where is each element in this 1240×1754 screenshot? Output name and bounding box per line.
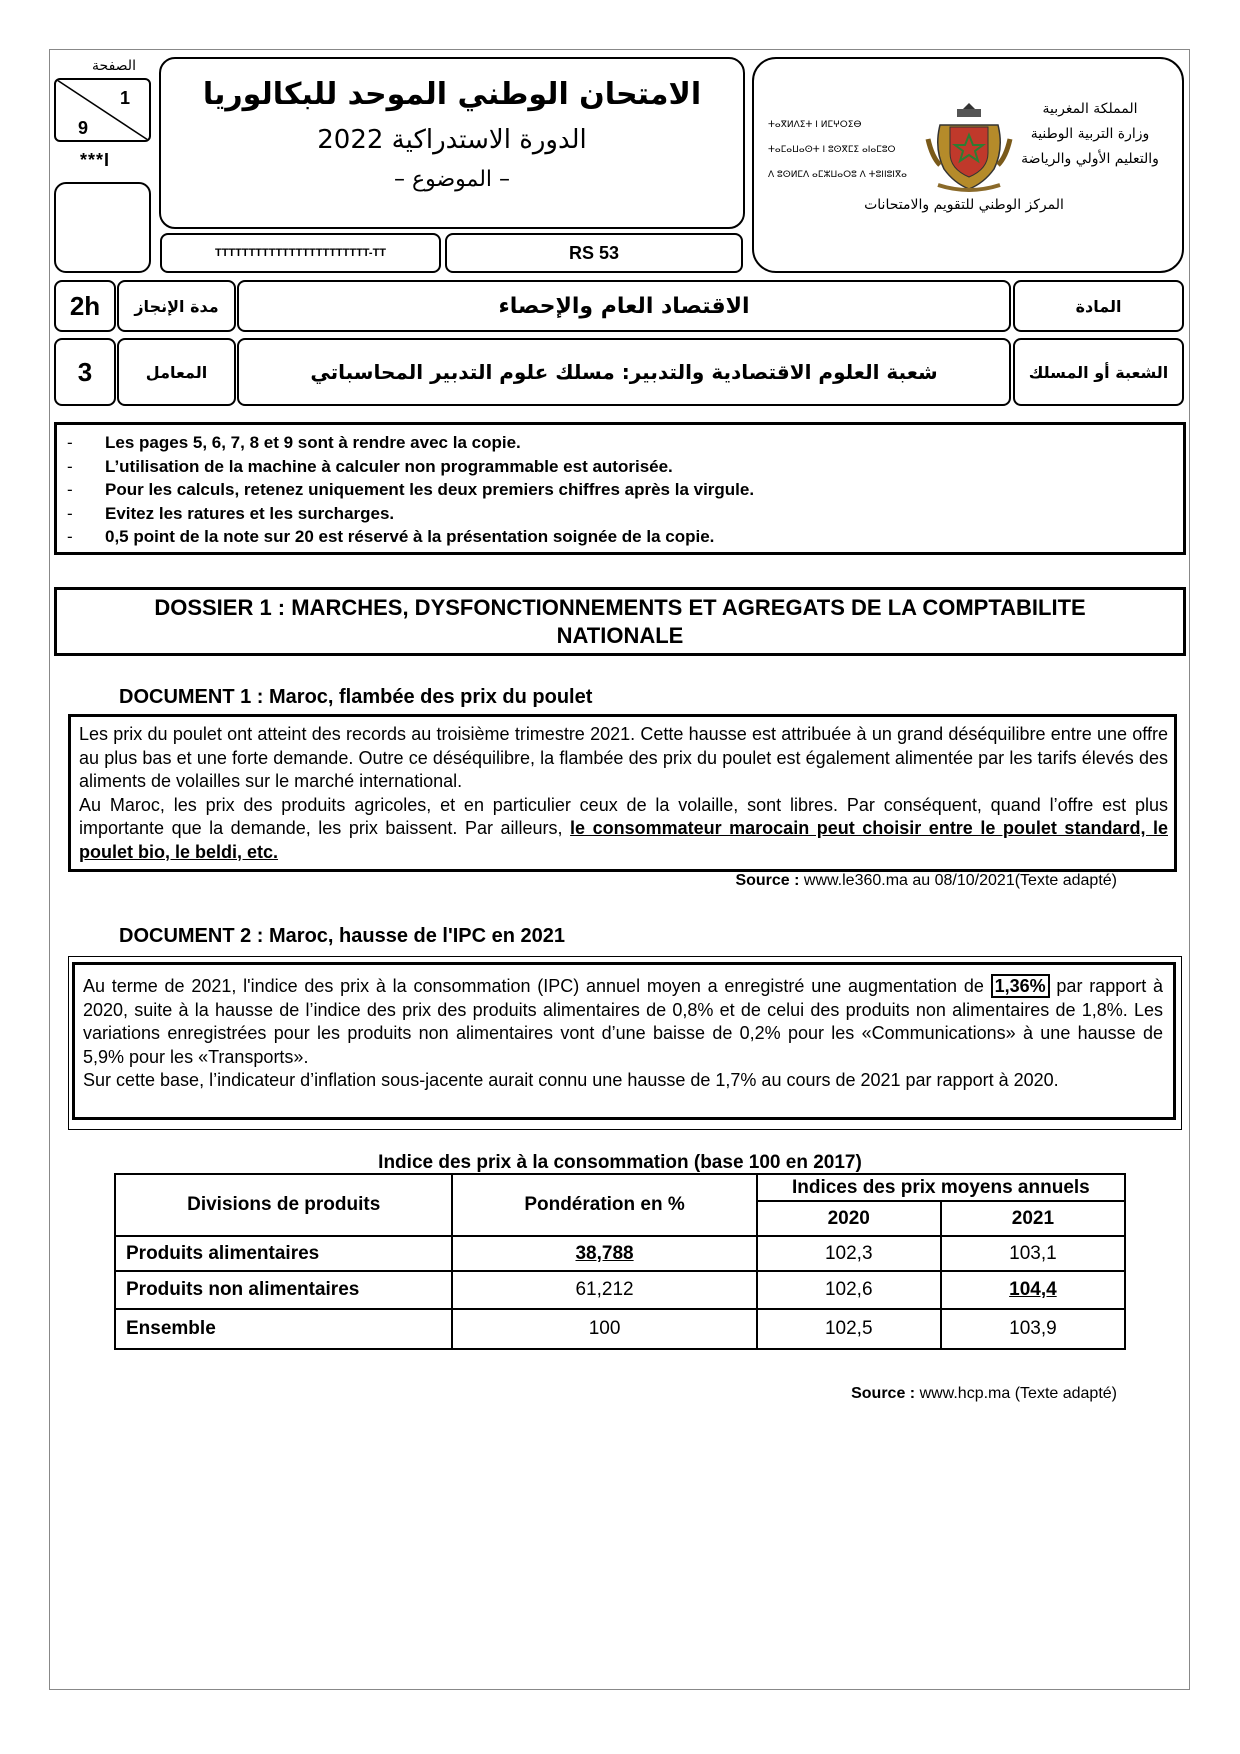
page-label: الصفحة [92, 58, 136, 74]
row-label: Produits non alimentaires [115, 1271, 452, 1309]
instruction-text: 0,5 point de la note sur 20 est réservé à la présentation soignée de la copie. [105, 527, 715, 546]
bullet: - [67, 503, 73, 523]
row-2020: 102,3 [757, 1236, 941, 1271]
row-2021: 104,4 [941, 1271, 1125, 1309]
ministry-line-1: المملكة المغربية [1042, 101, 1138, 117]
ministry-tifinagh [768, 113, 918, 188]
doc2-outer-box [68, 956, 1182, 1130]
coef-value: 3 [54, 338, 116, 406]
ministry-line-4: المركز الوطني للتقويم والامتحانات [864, 197, 1064, 213]
coef-label: المعامل [117, 338, 236, 406]
source-label: Source : [735, 872, 800, 889]
bullet: - [67, 456, 73, 476]
col-indices: Indices des prix moyens annuels [757, 1174, 1125, 1201]
subject-value: الاقتصاد العام والإحصاء [237, 280, 1011, 332]
exam-title: الامتحان الوطني الموحد للبكالوريا [202, 77, 702, 112]
table-row [115, 1236, 1125, 1271]
source-label: Source : [851, 1385, 916, 1402]
row-weight: 100 [452, 1309, 756, 1349]
instruction-text: Pour les calculs, retenez uniquement les deux premiers chiffres après la virgule. [105, 480, 755, 499]
doc1-box [68, 714, 1177, 872]
blank-box [54, 182, 151, 273]
doc1-p2-emphasis: le consommateur marocain peut choisir entre le poulet standard, le poulet bio, le beldi, etc. [79, 818, 1168, 862]
row-weight: 61,212 [452, 1271, 756, 1309]
doc2-title: DOCUMENT 2 : Maroc, hausse de l'IPC en 2021 [119, 925, 565, 947]
doc2-p1-start: Au terme de 2021, l'indice des prix à la consommation (IPC) annuel moyen a enregistré une augmentation de [83, 976, 991, 996]
instructions-box [54, 422, 1186, 555]
bullet: - [67, 480, 73, 499]
subject-field-label: المادة [1013, 280, 1184, 332]
page-current: 1 [120, 88, 131, 108]
ministry-box [752, 57, 1184, 273]
doc2-paragraph-1 [83, 975, 1163, 1069]
code-box-right: RS 53 [445, 233, 743, 273]
doc1-text [79, 723, 1168, 864]
page-total: 9 [78, 118, 89, 138]
doc2-p1-end: par rapport à 2020, suite à la hausse de l’indice des prix des produits alimentaires de 0,8% et de celui des produits non alimentaires de 1,8%. Les variations enregistrées pour les produits non alimentaires vont d’une baisse de 0,2% pour les «Communications» à une hausse de 5,9% pour les «Transports». [83, 976, 1163, 1067]
branch-label: الشعبة أو المسلك [1013, 338, 1184, 406]
ministry-line-2: وزارة التربية الوطنية [1030, 126, 1150, 142]
table-row [115, 1309, 1125, 1349]
doc2-source [600, 1385, 1117, 1403]
bullet: - [67, 433, 73, 452]
row-label: Produits alimentaires [115, 1236, 452, 1271]
duration-value: 2h [54, 280, 116, 332]
session-title: الدورة الاستدراكية 2022 [317, 125, 587, 155]
col-2021: 2021 [941, 1201, 1125, 1236]
page-number-box [54, 78, 151, 142]
instruction-item [67, 502, 1167, 526]
doc1-p2-start: Au Maroc, les prix des produits agricoles, et en particulier ceux de la volaille, sont libres. Par conséquent, quand l’offre est plus importante que la demande, les prix baissent. Par ailleurs, [79, 794, 1168, 838]
row-2021: 103,1 [941, 1236, 1125, 1271]
col-2020: 2020 [757, 1201, 941, 1236]
row-2020: 102,5 [757, 1309, 941, 1349]
branch-value: شعبة العلوم الاقتصادية والتدبير: مسلك علوم التدبير المحاسباتي [237, 338, 1011, 406]
page-stars: ***I [80, 150, 111, 170]
instruction-item [67, 525, 1167, 549]
doc2-highlight-value: 1,36% [991, 974, 1050, 998]
instruction-text: Evitez les ratures et les surcharges. [105, 503, 395, 523]
row-2020: 102,6 [757, 1271, 941, 1309]
col-weight: Pondération en % [452, 1174, 756, 1236]
subject-label: – الموضوع – [393, 167, 511, 192]
ministry-arabic [1006, 97, 1174, 172]
doc2-inner-box [72, 962, 1176, 1120]
instructions-list [67, 431, 1167, 549]
instruction-item [67, 455, 1167, 479]
source-text: www.le360.ma au 08/10/2021(Texte adapté) [799, 872, 1117, 889]
table-title: Indice des prix à la consommation (base 100 en 2017) [378, 1152, 862, 1173]
table-row [115, 1271, 1125, 1309]
tifinagh-line-2: ⵜⴰⵎⴰⵡⴰⵙⵜ ⵏ ⵓⵙⴳⵎⵉ ⴰⵏⴰⵎⵓⵔ [768, 145, 896, 155]
tifinagh-line-3: ⴷ ⵓⵙⵍⵎⴷ ⴰⵎⵣⵡⴰⵔⵓ ⴷ ⵜⵓⵏⵏⵓⵏⴳⴰ [768, 170, 907, 180]
doc1-paragraph-1: Les prix du poulet ont atteint des records au troisième trimestre 2021. Cette hausse est attribuée à un grand déséquilibre entre une offre au plus bas et une forte demande. Outre ce déséquilibre, la flambée des prix du poulet est également alimentée par les tarifs élevés des aliments de volailles sur le marché international. [79, 724, 1168, 791]
bullet: - [67, 527, 73, 546]
doc1-title: DOCUMENT 1 : Maroc, flambée des prix du poulet [119, 686, 593, 708]
table-header-row [115, 1174, 1125, 1201]
instruction-item [67, 431, 1167, 455]
doc2-paragraph-2: Sur cette base, l’indicateur d’inflation sous-jacente aurait connu une hausse de 1,7% au cours de 2021 par rapport à 2020. [83, 1070, 1059, 1090]
tifinagh-line-1: ⵜⴰⴳⵍⴷⵉⵜ ⵏ ⵍⵎⵖⵔⵉⴱ [768, 120, 862, 130]
instruction-item [67, 478, 1167, 502]
royal-coat-of-arms-icon [924, 99, 1014, 195]
instruction-text: L’utilisation de la machine à calculer non programmable est autorisée. [105, 456, 673, 476]
instruction-text: Les pages 5, 6, 7, 8 et 9 sont à rendre avec la copie. [105, 433, 521, 452]
row-2021: 103,9 [941, 1309, 1125, 1349]
doc2-text [83, 975, 1163, 1093]
duration-label: مدة الإنجاز [117, 280, 236, 332]
row-weight: 38,788 [452, 1236, 756, 1271]
col-division: Divisions de produits [115, 1174, 452, 1236]
ministry-line-3: والتعليم الأولي والرياضة [1021, 151, 1159, 167]
exam-title-box [159, 57, 745, 229]
code-box-left: TTTTTTTTTTTTTTTTTTTTTTT-TT [160, 233, 441, 273]
row-label: Ensemble [115, 1309, 452, 1349]
doc1-paragraph-2 [79, 794, 1168, 865]
ipc-table [114, 1173, 1126, 1350]
dossier-title: DOSSIER 1 : MARCHES, DYSFONCTIONNEMENTS ET AGREGATS DE LA COMPTABILITE NATIONALE [54, 587, 1186, 656]
doc1-source [600, 872, 1117, 890]
source-text: www.hcp.ma (Texte adapté) [915, 1385, 1117, 1402]
page-number-diagonal [54, 78, 151, 142]
